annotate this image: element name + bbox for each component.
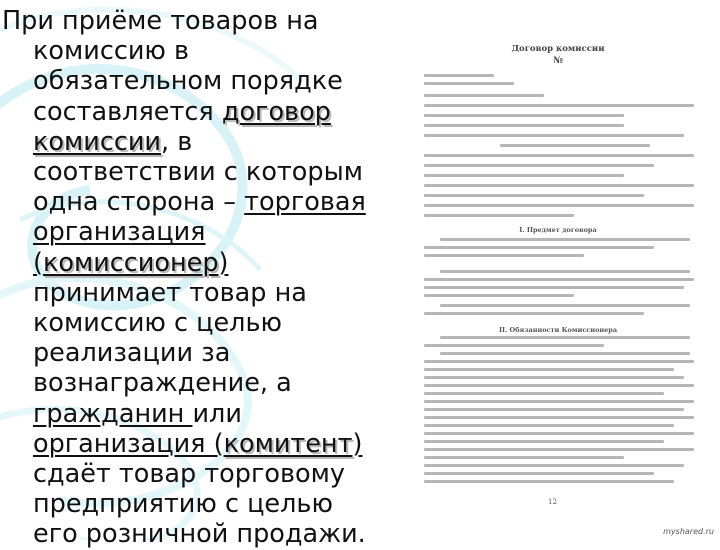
- document-text-line: [424, 416, 694, 419]
- document-text-line: [424, 408, 684, 411]
- contract-document-image: [410, 34, 706, 512]
- text-line: соответствии с которым: [33, 157, 363, 188]
- document-text-line: [440, 270, 690, 273]
- document-text-line: [440, 304, 690, 307]
- document-text-line: [500, 144, 650, 147]
- document-text-line: [424, 480, 674, 483]
- page-number: 12: [548, 498, 557, 506]
- document-text-line: [424, 392, 664, 395]
- document-text-line: [424, 278, 694, 281]
- document-text-line: [424, 134, 684, 137]
- text-line: [2, 217, 387, 247]
- document-text-line: [424, 294, 574, 297]
- document-text-line: [424, 184, 694, 187]
- term-organizatsiya: организация: [33, 217, 206, 248]
- document-text-line: [440, 352, 690, 355]
- document-text-line: [424, 174, 624, 177]
- term-komissii: комиссии: [33, 126, 161, 157]
- text-fragment: составляется: [33, 96, 222, 127]
- text-line: При приёме товаров на: [2, 6, 319, 36]
- document-text-line: [424, 286, 684, 289]
- document-number: №: [553, 56, 563, 66]
- text-line: сдаёт товар торговому: [33, 459, 345, 490]
- text-line: принимает товар на: [33, 277, 307, 308]
- document-text-line: [424, 82, 514, 85]
- document-text-line: [440, 238, 690, 241]
- term-organizatsiya-2: организация (: [33, 428, 224, 459]
- text-fragment: ): [218, 247, 229, 278]
- term-dogovor: договор: [221, 96, 331, 127]
- document-text-line: [424, 312, 644, 315]
- document-text-line: [424, 376, 684, 379]
- text-line: комиссию в: [33, 36, 190, 67]
- document-text-line: [424, 124, 624, 127]
- text-line: [2, 97, 387, 127]
- text-fragment: или: [192, 398, 242, 429]
- document-text-line: [424, 214, 574, 217]
- term-komissioner: комиссионер: [42, 247, 219, 278]
- text-line: реализации за: [33, 338, 231, 369]
- document-text-line: [424, 360, 694, 363]
- document-text-line: [424, 114, 624, 117]
- term-grazhdanin: гражданин: [33, 398, 193, 429]
- document-text-line: [424, 104, 694, 107]
- document-text-line: [424, 154, 694, 157]
- text-fragment: , в: [161, 126, 193, 157]
- document-text-line: [424, 204, 694, 207]
- text-fragment: одна сторона –: [33, 187, 245, 218]
- document-text-line: [424, 440, 664, 443]
- text-line: [2, 127, 387, 157]
- text-line: [2, 399, 387, 429]
- document-text-line: [424, 254, 584, 257]
- document-text-line: [424, 94, 544, 97]
- document-text-line: [424, 164, 654, 167]
- text-line: [2, 429, 387, 459]
- slide-body-text: [2, 6, 387, 550]
- watermark: myshared.ru: [663, 527, 714, 536]
- document-text-line: [424, 456, 624, 459]
- text-line: [2, 248, 387, 278]
- document-text-line: [424, 384, 694, 387]
- text-fragment: (: [33, 247, 43, 278]
- text-line: обязательном порядке: [33, 66, 343, 97]
- term-torgovaya: торговая: [244, 187, 366, 218]
- document-text-line: [424, 246, 654, 249]
- document-text-line: [424, 194, 644, 197]
- document-text-line: [424, 344, 604, 347]
- text-line: предприятию с целью: [33, 489, 333, 520]
- text-line: комиссию с целью: [33, 308, 282, 339]
- text-line: [2, 187, 387, 217]
- section-heading: I. Предмет договора: [519, 226, 597, 234]
- document-text-line: [424, 448, 694, 451]
- text-line: вознаграждение, а: [33, 368, 292, 399]
- section-heading: II. Обязанности Комиссионера: [498, 326, 618, 334]
- document-text-line: [424, 424, 674, 427]
- term-komitent: комитент: [223, 428, 353, 459]
- text-fragment: ): [352, 428, 363, 459]
- document-text-line: [424, 400, 694, 403]
- document-text-line: [424, 464, 684, 467]
- document-text-line: [424, 432, 694, 435]
- text-line: его розничной продажи.: [33, 519, 366, 550]
- document-text-line: [424, 472, 654, 475]
- document-text-line: [424, 368, 674, 371]
- document-title: Договор комиссии: [511, 44, 605, 54]
- document-text-line: [424, 74, 494, 77]
- document-text-line: [440, 336, 690, 339]
